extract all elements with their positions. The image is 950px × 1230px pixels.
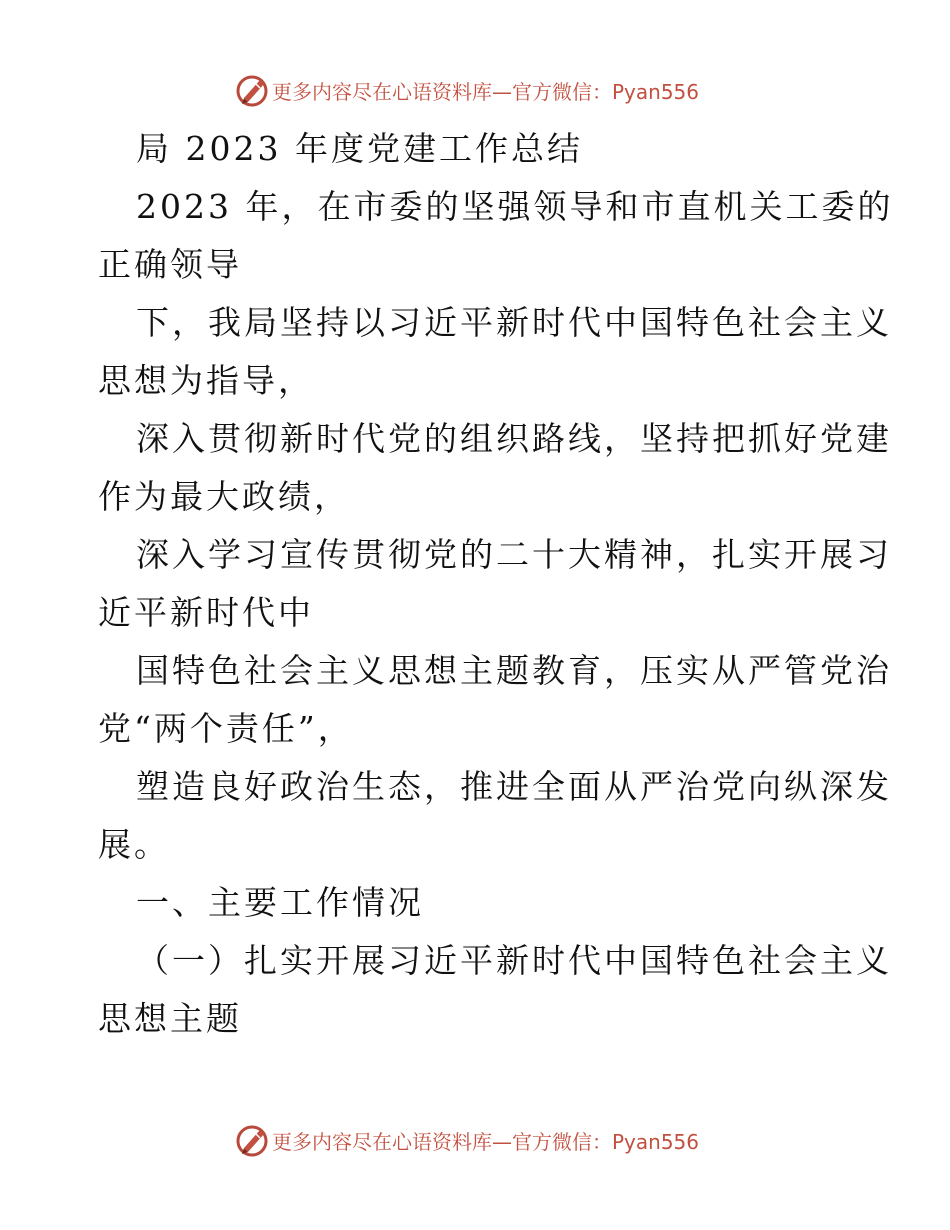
doc-title: 局 2023 年度党建工作总结 (136, 129, 583, 168)
paragraph-line: 塑造良好政治生态，推进全面从严治党向纵深发 (136, 767, 892, 806)
header-banner-text: 更多内容尽在心语资料库—官方微信：Pyan556 (272, 79, 700, 104)
paragraph-line: 思想为指导， (98, 361, 314, 400)
subsection-heading: （一）扎实开展习近平新时代中国特色社会主义 (136, 941, 892, 980)
paragraph-line: 作为最大政绩， (98, 477, 350, 516)
paragraph-line: 2023 年，在市委的坚强领导和市直机关工委的 (136, 187, 894, 226)
section-heading: 一、主要工作情况 (136, 883, 424, 922)
pen-logo-icon (234, 1122, 270, 1158)
paragraph-line: 深入学习宣传贯彻党的二十大精神，扎实开展习 (136, 535, 892, 574)
paragraph-line: 近平新时代中 (98, 593, 314, 632)
paragraph-line: 正确领导 (98, 245, 242, 284)
paragraph-line: 党“两个责任”， (98, 709, 354, 748)
footer-banner-text: 更多内容尽在心语资料库—官方微信：Pyan556 (272, 1129, 700, 1154)
paragraph-line: 国特色社会主义思想主题教育，压实从严管党治 (136, 651, 892, 690)
pen-logo-icon (234, 72, 270, 108)
subsection-heading-continued: 思想主题 (98, 999, 242, 1038)
document-body (98, 120, 894, 1048)
header-banner (234, 70, 714, 110)
footer-banner (234, 1120, 714, 1160)
paragraph-line: 深入贯彻新时代党的组织路线，坚持把抓好党建 (136, 419, 892, 458)
paragraph-line: 展。 (98, 825, 170, 864)
paragraph-line: 下，我局坚持以习近平新时代中国特色社会主义 (136, 303, 892, 342)
